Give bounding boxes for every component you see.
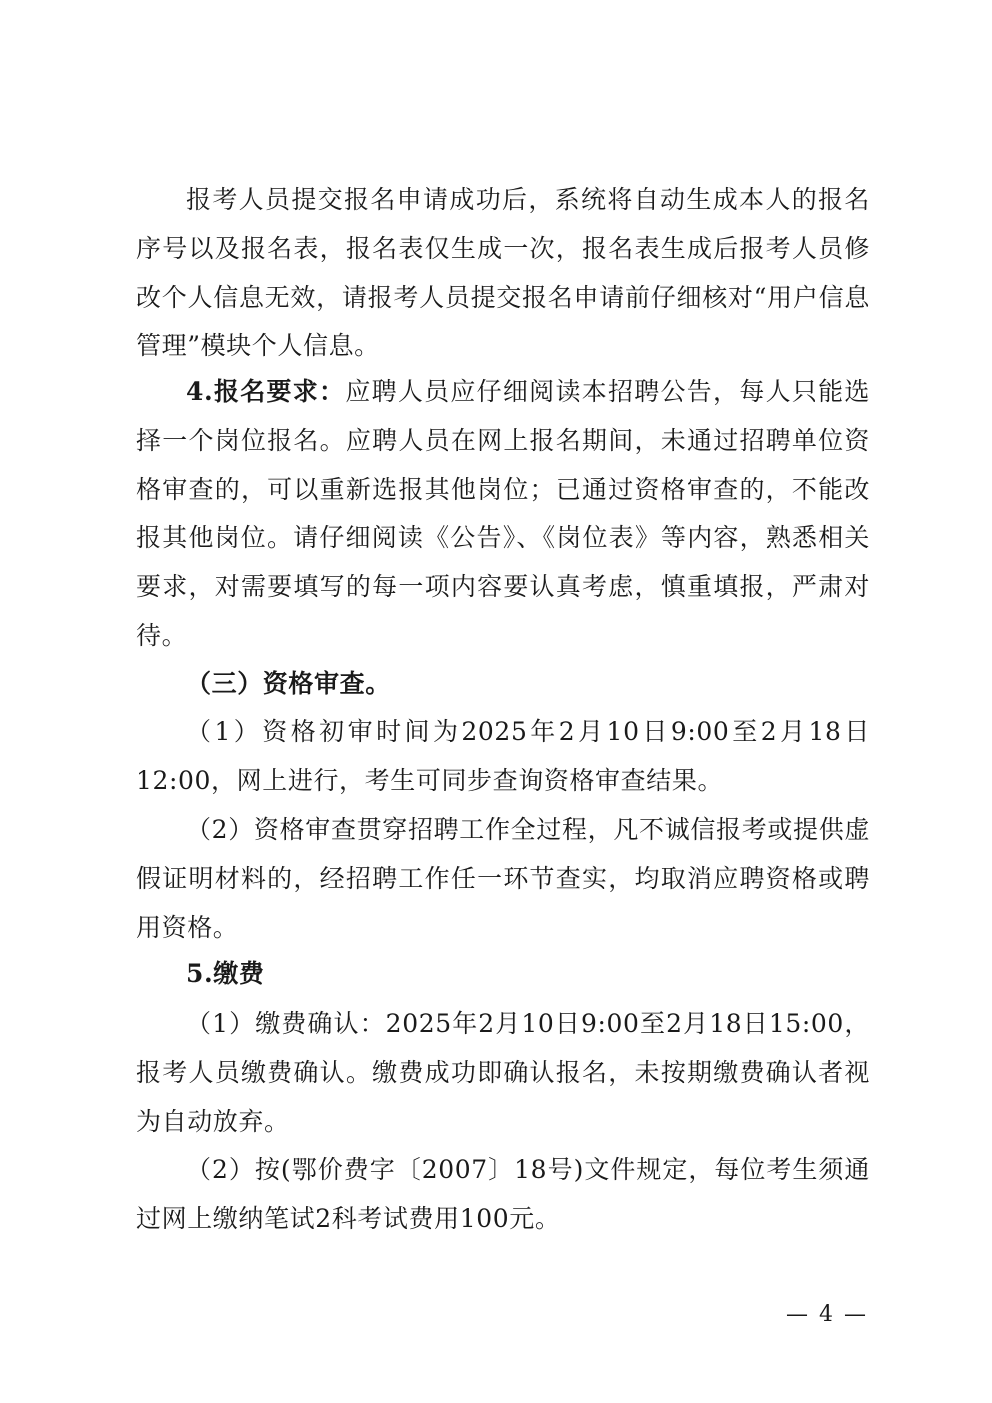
paragraph-initial-review-time: （1）资格初审时间为2025年2月10日9:00至2月18日12:00，网上进行，考生可同步查询资格审查结果。	[136, 717, 870, 795]
section-heading-payment: 5.缴费	[186, 959, 265, 988]
section-heading-qualification-review: （三）资格审查。	[186, 669, 391, 698]
paragraph-payment-confirmation: （1）缴费确认：2025年2月10日9:00至2月18日15:00，报考人员缴费确认。缴费成功即确认报名，未按期缴费确认者视为自动放弃。	[136, 1009, 870, 1136]
registration-requirements-label: 4.报名要求：	[186, 377, 346, 406]
paragraph-registration-confirmation: 报考人员提交报名申请成功后，系统将自动生成本人的报名序号以及报名表，报名表仅生成一次，报名表生成后报考人员修改个人信息无效，请报考人员提交报名申请前仔细核对“用户信息管理”模块个人信息。	[136, 185, 870, 361]
registration-requirements-text: 应聘人员应仔细阅读本招聘公告，每人只能选择一个岗位报名。应聘人员在网上报名期间，未通过招聘单位资格审查的，可以重新选报其他岗位；已通过资格审查的，不能改报其他岗位。请仔细阅读《公告》、《岗位表》等内容，熟悉相关要求，对需要填写的每一项内容要认真考虑，慎重填报，严肃对待。	[136, 377, 870, 650]
paragraph-payment-fee: （2）按(鄂价费字〔2007〕18号)文件规定，每位考生须通过网上缴纳笔试2科考试费用100元。	[136, 1155, 870, 1233]
paragraph-registration-requirements	[136, 368, 870, 661]
page-number: — 4 —	[786, 1302, 868, 1327]
paragraph-review-throughout: （2）资格审查贯穿招聘工作全过程，凡不诚信报考或提供虚假证明材料的，经招聘工作任一环节查实，均取消应聘资格或聘用资格。	[136, 815, 870, 942]
